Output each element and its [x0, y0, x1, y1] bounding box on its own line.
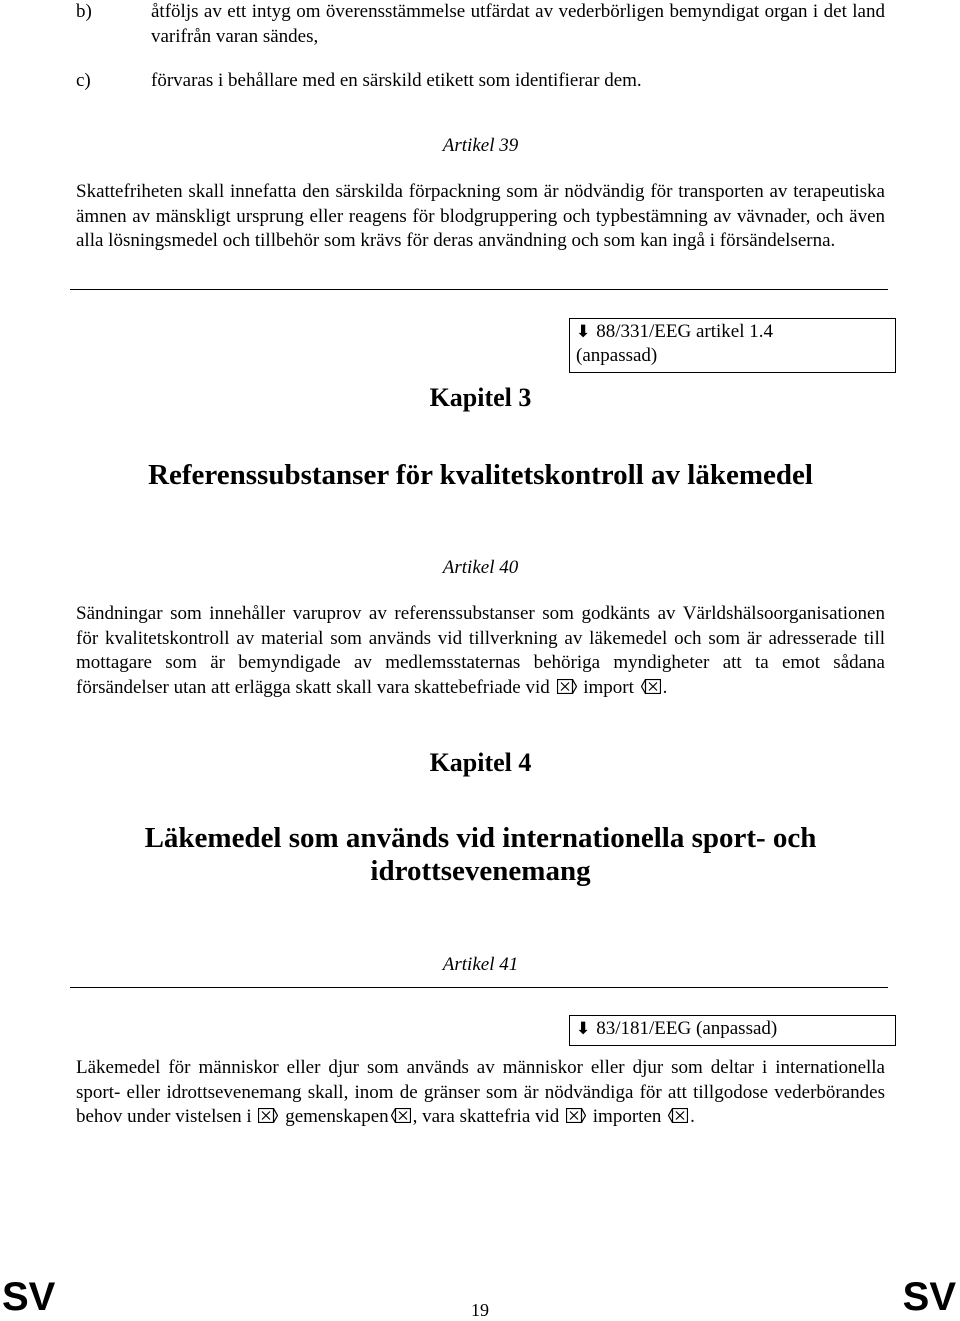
- article-41-heading: Artikel 41: [442, 954, 519, 975]
- article-41-body: [76, 1056, 885, 1130]
- article-41-text-d: importen: [592, 1106, 662, 1127]
- section-divider-2: [70, 987, 888, 988]
- section-divider: [70, 289, 888, 290]
- article-40-text-end: .: [662, 676, 668, 698]
- article-39-body: Skattefriheten skall innefatta den särskilda förpackning som är nödvändig för transporten av terapeutiska ämnen av mänskligt ursprung eller reagens för blodgruppering och typbestämning av vävnader, och även alla lösningsmedel och tillbehör som krävs för deras användning och som kan ingå i försändelserna.: [76, 181, 885, 251]
- insert-end-icon: [668, 1108, 688, 1123]
- article-41-text-a: Läkemedel för människor eller djur som används av människor eller djur som deltar i internationella sport- eller idrottsevenemang skall, inom de gränser som är nödvändiga för att tillgodose vederbörandes behov under vistelsen i: [76, 1057, 885, 1127]
- footer-language-left: SV: [2, 1275, 56, 1319]
- insert-start-icon: [557, 679, 577, 694]
- reference-1-line1: 88/331/EEG artikel 1.4: [596, 321, 774, 342]
- chapter-3-label: Kapitel 3: [429, 383, 532, 412]
- article-39-heading: Artikel 39: [442, 135, 519, 156]
- chapter-4-title-line2: idrottsevenemang: [370, 855, 591, 887]
- list-item-c: förvaras i behållare med en särskild etikett som identifierar dem.: [151, 70, 642, 91]
- chapter-4-title: [76, 822, 885, 888]
- reference-1-line2: (anpassad): [576, 345, 658, 366]
- reference-2-line1: 83/181/EEG (anpassad): [596, 1018, 778, 1039]
- reference-box-1: [569, 318, 896, 373]
- article-40-body: [76, 602, 885, 700]
- list-label-b: b): [76, 1, 92, 22]
- arrow-down-icon: ⬇: [576, 322, 591, 342]
- article-40-text-b: import: [583, 676, 634, 698]
- page-number: 19: [471, 1300, 489, 1320]
- article-40-text-a: Sändningar som innehåller varuprov av referenssubstanser som godkänts av Världshälsoorganisationen för kvalitetskontroll av material som används vid tillverkning av läkemedel och som är adresserade till mottagare som är bemyndigade av medlemsstaternas behöriga myndigheter att ta emot sådana försändelser utan att erlägga skatt skall vara skattebefriade vid: [76, 603, 885, 698]
- chapter-4-label: Kapitel 4: [429, 748, 532, 777]
- arrow-down-icon: ⬇: [576, 1019, 591, 1039]
- insert-end-icon: [391, 1108, 411, 1123]
- article-40-heading: Artikel 40: [442, 557, 519, 578]
- insert-start-icon: [258, 1108, 278, 1123]
- reference-box-2: [569, 1015, 896, 1046]
- article-41-text-b: gemenskapen: [285, 1106, 389, 1127]
- list-label-c: c): [76, 70, 91, 91]
- article-41-text-c: , vara skattefria vid: [412, 1106, 560, 1127]
- insert-start-icon: [566, 1108, 586, 1123]
- chapter-4-title-line1: Läkemedel som används vid internationella sport- och: [144, 822, 817, 854]
- footer-language-right: SV: [902, 1275, 956, 1319]
- insert-end-icon: [641, 679, 661, 694]
- chapter-3-title: Referenssubstanser för kvalitetskontroll av läkemedel: [148, 459, 813, 491]
- article-41-text-end: .: [690, 1106, 695, 1127]
- list-item-b: åtföljs av ett intyg om överensstämmelse utfärdat av vederbörligen bemyndigat organ i det land varifrån varan sändes,: [151, 1, 885, 47]
